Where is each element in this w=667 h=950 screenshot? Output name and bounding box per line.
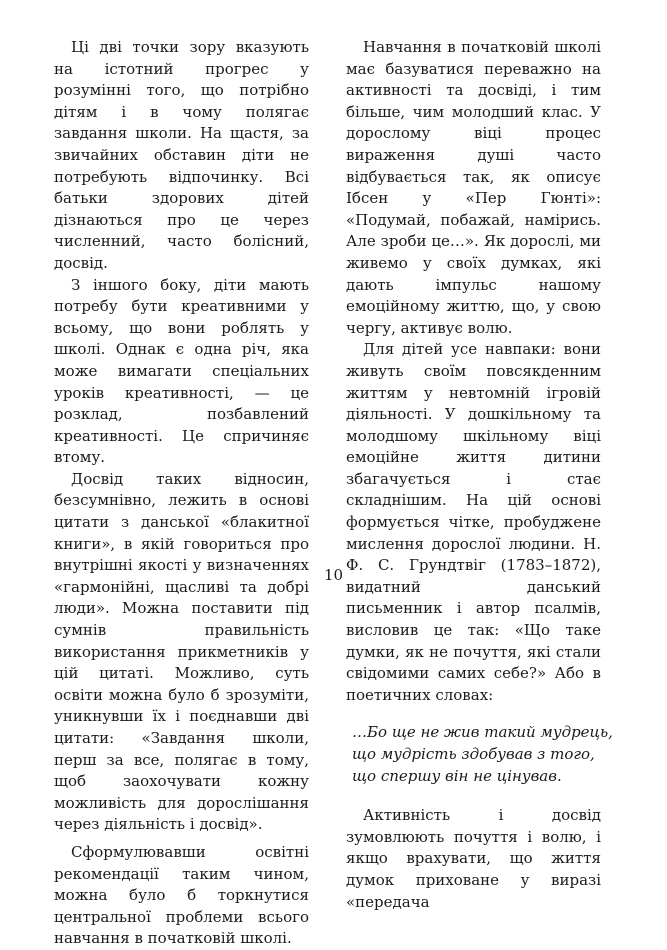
verse-line: що мудрість здобував з того, — [352, 745, 595, 763]
paragraph: Досвід таких відносин, безсумнівно, лежить в основі цитати з данської «блакитної книги», в якій говориться про внутрішні якості у визначеннях «гармонійні, щасливі та добрі люди». Можна поставити під сумнів правильність використання прикметників у цій цитаті. Можливо, суть освіти можна було б зрозуміти, уникнувши їх і поєднавши дві цитати: «Завдання школи, перш за все, полягає в тому, щоб заохочувати кожну можливість для дорослішання через діяльність і досвід». — [54, 469, 309, 834]
verse-line: що спершу він не цінував. — [352, 766, 562, 785]
paragraph: З іншого боку, діти мають потребу бути креативними у всьому, що вони роблять у школі. Однак є одна річ, яка може вимагати спеціальних уроків креативності, — це розклад, позбавлений креативності. Це спричиняє втому. — [54, 275, 309, 467]
paragraph: Навчання в початковій школі має базуватися переважно на активності та досвіді, і тим більше, чим молодший клас. У дорослому віці процес вираження душі часто відбувається так, як описує Ібсен у «Пер Гюнті»: «Подумай, побажай, намірись. Але зроби це…». Як дорослі, ми живемо у своїх думках, які дають імпульс нашому емоційному життю, що, у свою чергу, активує волю. — [346, 38, 601, 337]
page-number: 10 — [323, 566, 344, 584]
left-column — [54, 37, 309, 950]
verse-line: …Бо ще не жив такий мудрець, — [352, 723, 613, 742]
paragraph: Ці дві точки зору вказують на істотний прогрес у розумінні того, що потрібно дітям і в чому полягає завдання школи. На щастя, за звичайних обставин діти не потребують відпочинку. Всі батьки здорових дітей дізнаються про це через численний, часто болісний, досвід. — [54, 38, 309, 272]
poem-quote — [352, 722, 613, 787]
paragraph: Активність і досвід зумовлюють почуття і волю, і якщо врахувати, що життя думок приховане у виразі «передача — [346, 806, 601, 911]
right-column — [346, 37, 613, 913]
paragraph: Для дітей усе навпаки: вони живуть своїм повсякденним життям у невтомній ігровій діяльності. У дошкільному та молодшому шкільному віці емоційне життя дитини збагачується і стає складнішим. На цій основі формується чітке, пробуджене мислення дорослої людини. Н. Ф. С. Грундтвіг (1783–1872), видатний данський письменник і автор псалмів, висловив це так: «Що таке думки, як не почуття, які стали свідомими самих себе?» Або в поетичних словах: — [346, 340, 601, 704]
paragraph: Сформулювавши освітні рекомендації таким чином, можна було б торкнутися центральної проблеми всього навчання в початковій школі. — [54, 842, 309, 948]
